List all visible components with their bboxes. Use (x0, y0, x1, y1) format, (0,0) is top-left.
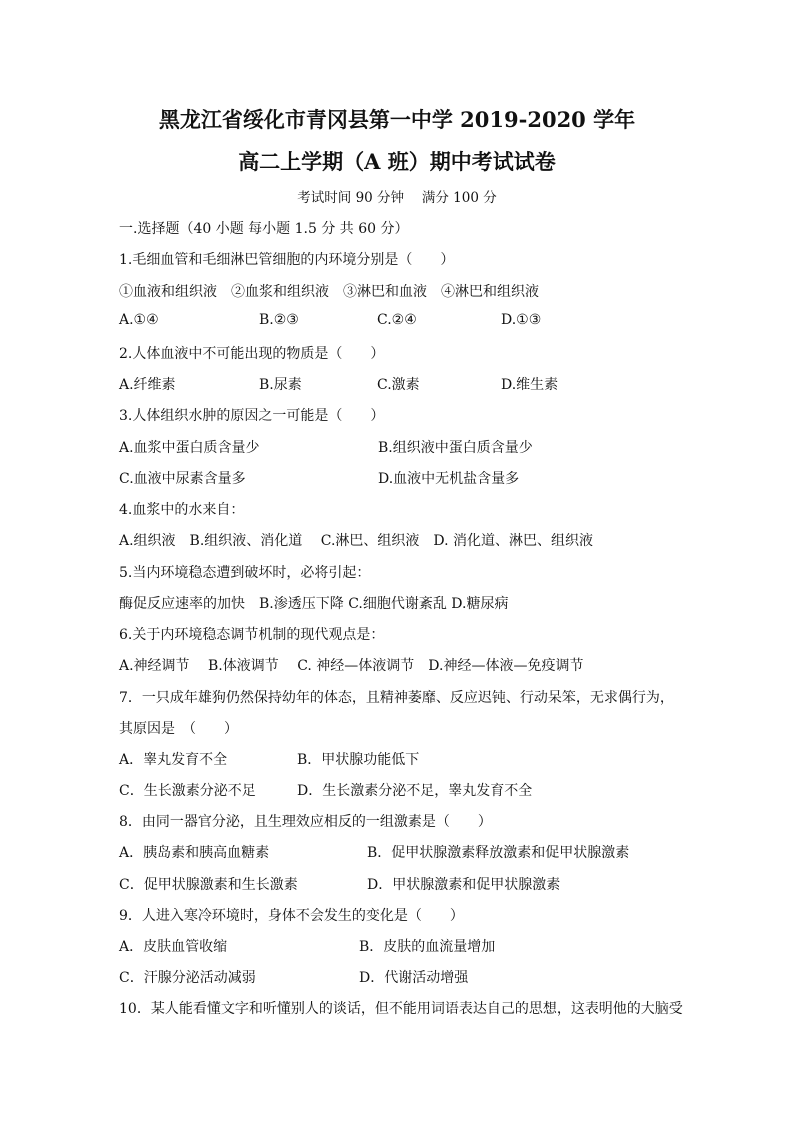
question-2-option-a: A.纤维素 (119, 377, 176, 393)
question-1-stem: 1.毛细血管和毛细淋巴管细胞的内环境分别是（ ） (119, 252, 455, 268)
question-7-option-b: B．甲状腺功能低下 (297, 752, 420, 768)
question-1-option-d: D.①③ (501, 312, 542, 328)
question-3-option-c: C.血液中尿素含量多 (119, 471, 246, 487)
question-8-option-d: D．甲状腺激素和促甲状腺激素 (367, 877, 561, 893)
question-5-stem: 5.当内环境稳态遭到破坏时，必将引起： (119, 565, 371, 581)
question-7-stem: 7．一只成年雄狗仍然保持幼年的体态，且精神萎靡、反应迟钝、行动呆笨，无求偶行为， (119, 690, 674, 706)
question-2-option-b: B.尿素 (259, 377, 302, 393)
question-8-option-c: C．促甲状腺激素和生长激素 (119, 877, 298, 893)
question-3-option-d: D.血液中无机盐含量多 (378, 471, 520, 487)
question-1-option-b: B.②③ (259, 312, 299, 328)
question-7-stem-cont: 其原因是 （ ） (119, 721, 238, 737)
question-9-option-d: D．代谢活动增强 (359, 970, 469, 986)
question-9-option-b: B．皮肤的血流量增加 (359, 939, 496, 955)
question-1-items: ①血液和组织液 ②血浆和组织液 ③淋巴和血液 ④淋巴和组织液 (119, 284, 539, 300)
question-4-stem: 4.血浆中的水来自： (119, 502, 245, 518)
question-8-stem: 8．由同一器官分泌，且生理效应相反的一组激素是（ ） (119, 814, 492, 830)
question-1-option-a: A.①④ (119, 312, 159, 328)
exam-title-line1: 黑龙江省绥化市青冈县第一中学 2019-2020 学年 (158, 107, 636, 132)
question-10-stem: 10．某人能看懂文字和听懂别人的谈话，但不能用词语表达自己的思想，这表明他的大脑受 (119, 1001, 683, 1017)
question-3-stem: 3.人体组织水肿的原因之一可能是（ ） (119, 408, 385, 424)
question-2-option-c: C.激素 (377, 377, 420, 393)
question-2-option-d: D.维生素 (501, 377, 559, 393)
question-7-option-d: D．生长激素分泌不足，睾丸发育不全 (297, 783, 533, 799)
question-9-option-c: C．汗腺分泌活动减弱 (119, 970, 256, 986)
question-8-option-a: A．胰岛素和胰高血糖素 (119, 845, 270, 861)
question-8-option-b: B．促甲状腺激素释放激素和促甲状腺激素 (367, 845, 630, 861)
question-6-stem: 6.关于内环境稳态调节机制的现代观点是： (119, 627, 385, 643)
question-1-option-c: C.②④ (377, 312, 417, 328)
exam-title-line2: 高二上学期（A 班）期中考试试卷 (238, 149, 556, 174)
question-7-option-a: A．睾丸发育不全 (119, 752, 228, 768)
question-9-stem: 9．人进入寒冷环境时，身体不会发生的变化是（ ） (119, 908, 464, 924)
question-3-option-a: A.血浆中蛋白质含量少 (119, 440, 260, 456)
question-3-option-b: B.组织液中蛋白质含量少 (378, 440, 533, 456)
question-7-option-c: C．生长激素分泌不足 (119, 783, 256, 799)
question-4-options: A.组织液 B.组织液、消化道 C.淋巴、组织液 D. 消化道、淋巴、组织液 (119, 533, 594, 549)
question-6-options: A.神经调节 B.体液调节 C. 神经—体液调节 D.神经—体液—免疫调节 (119, 658, 584, 674)
question-9-option-a: A．皮肤血管收缩 (119, 939, 228, 955)
section-heading: 一.选择题（40 小题 每小题 1.5 分 共 60 分） (119, 221, 409, 237)
question-5-options: 酶促反应速率的加快 B.渗透压下降 C.细胞代谢紊乱 D.糖尿病 (119, 596, 509, 612)
exam-info: 考试时间 90 分钟 满分 100 分 (297, 190, 497, 206)
question-2-stem: 2.人体血液中不可能出现的物质是（ ） (119, 346, 385, 362)
